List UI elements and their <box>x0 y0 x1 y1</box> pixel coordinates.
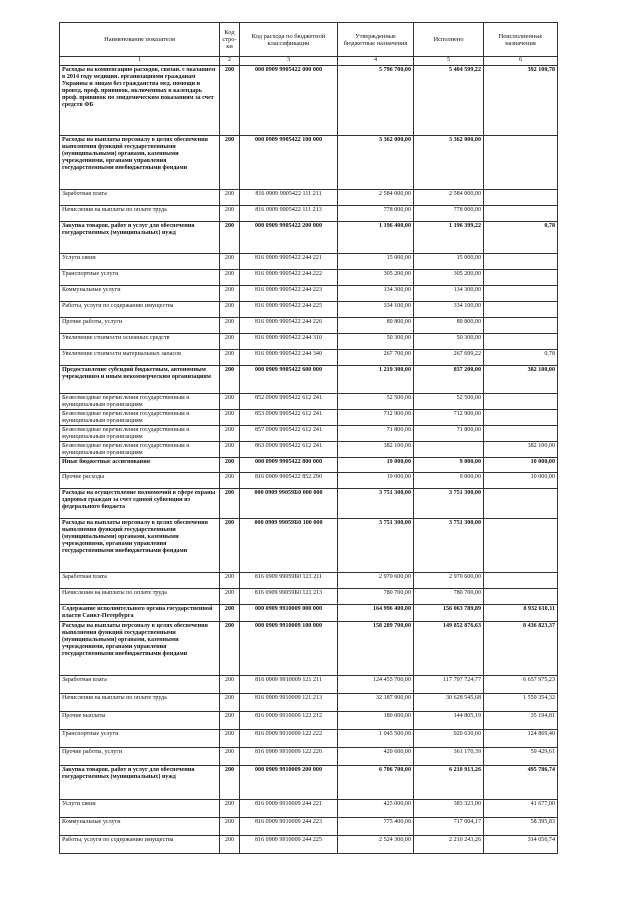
report-sheet <box>59 22 557 854</box>
row-approved-amount: 425 000,00 <box>338 800 414 818</box>
table-row <box>60 318 558 334</box>
row-executed-amount: 3 362 000,00 <box>414 136 484 190</box>
row-unexecuted-amount: 41 677,00 <box>484 800 558 818</box>
table-row <box>60 334 558 350</box>
row-name: Начисления на выплаты по оплате труда <box>60 694 220 712</box>
row-unexecuted-amount: 0,78 <box>484 222 558 254</box>
table-row <box>60 426 558 442</box>
row-approved-amount: 158 289 700,00 <box>338 622 414 676</box>
row-kbk-code: 816 0909 9905422 244 310 <box>240 334 338 350</box>
row-name: Закупка товаров, работ и услуг для обеспечения государственных (муниципальных) нужд <box>60 222 220 254</box>
row-executed-amount: 9 000,00 <box>414 473 484 489</box>
row-kbk-code: 816 0909 9905422 244 226 <box>240 318 338 334</box>
table-row <box>60 222 558 254</box>
row-approved-amount: 32 187 900,00 <box>338 694 414 712</box>
row-unexecuted-amount <box>484 136 558 190</box>
row-line-code: 200 <box>220 254 240 270</box>
row-unexecuted-amount: 59 429,61 <box>484 748 558 766</box>
row-line-code: 200 <box>220 318 240 334</box>
row-executed-amount: 305 200,00 <box>414 270 484 286</box>
row-approved-amount: 71 800,00 <box>338 426 414 442</box>
row-executed-amount: 2 584 000,00 <box>414 190 484 206</box>
header-line-code: Код стро-ки <box>220 23 240 57</box>
budget-execution-table <box>59 22 558 854</box>
table-row <box>60 190 558 206</box>
row-line-code: 200 <box>220 800 240 818</box>
row-line-code: 200 <box>220 694 240 712</box>
row-line-code: 200 <box>220 573 240 589</box>
row-line-code: 200 <box>220 622 240 676</box>
row-executed-amount: 50 300,00 <box>414 334 484 350</box>
row-executed-amount: 3 751 300,00 <box>414 489 484 519</box>
row-executed-amount: 15 000,00 <box>414 254 484 270</box>
row-executed-amount: 361 170,39 <box>414 748 484 766</box>
row-kbk-code: 000 0909 9905422 600 000 <box>240 366 338 394</box>
row-name: Прочие работы, услуги <box>60 318 220 334</box>
row-line-code: 200 <box>220 589 240 605</box>
table-row <box>60 818 558 836</box>
row-line-code: 200 <box>220 270 240 286</box>
row-unexecuted-amount <box>484 410 558 426</box>
row-executed-amount: 837 200,00 <box>414 366 484 394</box>
row-name: Коммунальные услуги <box>60 286 220 302</box>
row-kbk-code: 816 0909 9910009 122 222 <box>240 730 338 748</box>
table-row <box>60 573 558 589</box>
row-executed-amount: 71 800,00 <box>414 426 484 442</box>
row-approved-amount: 3 751 300,00 <box>338 489 414 519</box>
row-kbk-code: 816 0909 9910009 244 223 <box>240 818 338 836</box>
row-executed-amount: 89 800,00 <box>414 318 484 334</box>
row-executed-amount: 52 500,00 <box>414 394 484 410</box>
table-row <box>60 766 558 800</box>
row-approved-amount: 2 524 300,00 <box>338 836 414 854</box>
table-row <box>60 458 558 473</box>
row-name: Безвозмездные перечисления государственным и муниципальным организациям <box>60 442 220 458</box>
row-line-code: 200 <box>220 442 240 458</box>
row-name: Иные бюджетные ассигнования <box>60 458 220 473</box>
row-name: Заработная плата <box>60 573 220 589</box>
row-kbk-code: 816 0909 99059Б0 121 213 <box>240 589 338 605</box>
row-executed-amount: 2 210 243,26 <box>414 836 484 854</box>
header-unexecuted: Неисполненные назначения <box>484 23 558 57</box>
row-kbk-code: 816 0909 9905422 244 222 <box>240 270 338 286</box>
row-line-code: 200 <box>220 473 240 489</box>
row-line-code: 200 <box>220 489 240 519</box>
row-unexecuted-amount: 10 000,00 <box>484 458 558 473</box>
row-approved-amount: 15 000,00 <box>338 254 414 270</box>
row-kbk-code: 853 0909 9905422 612 241 <box>240 410 338 426</box>
row-name: Безвозмездные перечисления государственным и муниципальным организациям <box>60 410 220 426</box>
row-approved-amount: 334 100,00 <box>338 302 414 318</box>
row-unexecuted-amount: 314 056,74 <box>484 836 558 854</box>
row-line-code: 200 <box>220 334 240 350</box>
row-name: Расходы на выплаты персоналу в целях обеспечения выполнения функций государственными (муниципальными) органами, казенными учреждениями, органами управления государственными внебюджетными фондами <box>60 519 220 573</box>
row-kbk-code: 816 0909 9905422 244 223 <box>240 286 338 302</box>
row-kbk-code: 857 0909 9905422 612 241 <box>240 426 338 442</box>
row-line-code: 200 <box>220 712 240 730</box>
row-name: Работы, услуги по содержанию имущества <box>60 836 220 854</box>
row-name: Услуги связи <box>60 800 220 818</box>
row-executed-amount: 712 900,00 <box>414 410 484 426</box>
row-name: Безвозмездные перечисления государственным и муниципальным организациям <box>60 426 220 442</box>
row-line-code: 200 <box>220 302 240 318</box>
row-kbk-code: 816 0909 9905422 852 290 <box>240 473 338 489</box>
row-unexecuted-amount: 6 657 975,23 <box>484 676 558 694</box>
row-unexecuted-amount: 58 395,83 <box>484 818 558 836</box>
column-index: 1 <box>60 57 220 66</box>
row-unexecuted-amount <box>484 589 558 605</box>
row-kbk-code: 852 0909 9905422 612 241 <box>240 394 338 410</box>
row-executed-amount: 383 323,00 <box>414 800 484 818</box>
row-line-code: 200 <box>220 458 240 473</box>
row-name: Прочие расходы <box>60 473 220 489</box>
row-approved-amount: 19 000,00 <box>338 458 414 473</box>
row-name: Начисления на выплаты по оплате труда <box>60 589 220 605</box>
row-line-code: 200 <box>220 410 240 426</box>
row-kbk-code: 816 0909 9905422 244 221 <box>240 254 338 270</box>
row-unexecuted-amount: 392 100,78 <box>484 66 558 136</box>
row-approved-amount: 124 455 700,00 <box>338 676 414 694</box>
row-approved-amount: 778 000,00 <box>338 206 414 222</box>
row-kbk-code: 000 0909 99059Б0 100 000 <box>240 519 338 573</box>
header-name: Наименование показателя <box>60 23 220 57</box>
table-header <box>60 23 558 66</box>
row-unexecuted-amount: 495 786,74 <box>484 766 558 800</box>
header-kbk: Код расхода по бюджетной классификации <box>240 23 338 57</box>
row-unexecuted-amount <box>484 426 558 442</box>
row-unexecuted-amount <box>484 394 558 410</box>
row-executed-amount: 30 628 545,68 <box>414 694 484 712</box>
row-name: Транспортные услуги <box>60 270 220 286</box>
row-approved-amount: 267 700,00 <box>338 350 414 366</box>
column-index: 5 <box>414 57 484 66</box>
row-unexecuted-amount: 35 194,81 <box>484 712 558 730</box>
row-unexecuted-amount: 8 932 610,11 <box>484 605 558 622</box>
table-row <box>60 136 558 190</box>
row-unexecuted-amount <box>484 286 558 302</box>
row-approved-amount: 3 362 000,00 <box>338 136 414 190</box>
table-row <box>60 589 558 605</box>
table-row <box>60 350 558 366</box>
row-unexecuted-amount <box>484 206 558 222</box>
row-approved-amount: 89 800,00 <box>338 318 414 334</box>
row-kbk-code: 000 0909 9905422 100 000 <box>240 136 338 190</box>
row-unexecuted-amount <box>484 519 558 573</box>
row-executed-amount: 144 805,19 <box>414 712 484 730</box>
row-executed-amount: 780 700,00 <box>414 589 484 605</box>
row-approved-amount: 382 100,00 <box>338 442 414 458</box>
row-name: Расходы на выплаты персоналу в целях обеспечения выполнения функций государственными (муниципальными) органами, казенными учреждениями, органами управления государственными внебюджетными фондами <box>60 136 220 190</box>
row-kbk-code: 816 0909 9905422 111 211 <box>240 190 338 206</box>
row-line-code: 200 <box>220 136 240 190</box>
row-approved-amount: 180 000,00 <box>338 712 414 730</box>
table-row <box>60 836 558 854</box>
row-approved-amount: 780 700,00 <box>338 589 414 605</box>
row-kbk-code: 816 0909 9910009 122 212 <box>240 712 338 730</box>
row-unexecuted-amount: 124 869,40 <box>484 730 558 748</box>
row-line-code: 200 <box>220 190 240 206</box>
row-executed-amount: 149 852 876,63 <box>414 622 484 676</box>
row-executed-amount: 334 100,00 <box>414 302 484 318</box>
row-approved-amount: 420 600,00 <box>338 748 414 766</box>
row-line-code: 200 <box>220 286 240 302</box>
row-name: Увеличение стоимости материальных запасов <box>60 350 220 366</box>
row-approved-amount: 775 400,00 <box>338 818 414 836</box>
row-kbk-code: 816 0909 9905422 244 225 <box>240 302 338 318</box>
row-executed-amount: 5 404 599,22 <box>414 66 484 136</box>
header-approved: Утвержденные бюджетные назначения <box>338 23 414 57</box>
row-executed-amount: 717 004,17 <box>414 818 484 836</box>
table-row <box>60 489 558 519</box>
row-line-code: 200 <box>220 605 240 622</box>
row-unexecuted-amount: 8 436 823,37 <box>484 622 558 676</box>
row-approved-amount: 5 796 700,00 <box>338 66 414 136</box>
column-index: 6 <box>484 57 558 66</box>
row-executed-amount: 1 196 399,22 <box>414 222 484 254</box>
row-unexecuted-amount <box>484 254 558 270</box>
row-name: Расходы на выплаты персоналу в целях обеспечения выполнения функций государственными (муниципальными) органами, казенными учреждениями, органами управления государственными внебюджетными фондами <box>60 622 220 676</box>
row-approved-amount: 2 584 000,00 <box>338 190 414 206</box>
table-row <box>60 800 558 818</box>
row-name: Работы, услуги по содержанию имущества <box>60 302 220 318</box>
row-line-code: 200 <box>220 206 240 222</box>
row-kbk-code: 816 0909 9910009 121 211 <box>240 676 338 694</box>
row-name: Содержание исполнительного органа государственной власти Санкт-Петербурга <box>60 605 220 622</box>
row-line-code: 200 <box>220 676 240 694</box>
table-body <box>60 66 558 854</box>
row-name: Расходы на компенсацию расходов, связан. с оказанием в 2014 году медицин. организациями гражданам Украины и лицам без гражданства мед. помощи и провед. проф. прививок, включенных в календарь проф. прививок по эпидемическим показаниям за счет средств ФБ <box>60 66 220 136</box>
row-line-code: 200 <box>220 766 240 800</box>
row-line-code: 200 <box>220 66 240 136</box>
row-name: Транспортные услуги <box>60 730 220 748</box>
row-unexecuted-amount: 382 100,00 <box>484 442 558 458</box>
table-row <box>60 622 558 676</box>
row-line-code: 200 <box>220 748 240 766</box>
row-approved-amount: 712 900,00 <box>338 410 414 426</box>
row-kbk-code: 863 0909 9905422 612 241 <box>240 442 338 458</box>
row-kbk-code: 000 0909 9910009 000 000 <box>240 605 338 622</box>
row-executed-amount: 920 630,60 <box>414 730 484 748</box>
column-index: 3 <box>240 57 338 66</box>
table-row <box>60 302 558 318</box>
table-row <box>60 442 558 458</box>
table-row <box>60 66 558 136</box>
row-name: Услуги связи <box>60 254 220 270</box>
table-row <box>60 286 558 302</box>
column-index: 2 <box>220 57 240 66</box>
row-name: Предоставление субсидий бюджетным, автономным учреждениям и иным некоммерческим организациям <box>60 366 220 394</box>
table-row <box>60 605 558 622</box>
row-executed-amount: 2 970 600,00 <box>414 573 484 589</box>
row-executed-amount: 778 000,00 <box>414 206 484 222</box>
row-unexecuted-amount <box>484 270 558 286</box>
table-row <box>60 748 558 766</box>
row-name: Прочие выплаты <box>60 712 220 730</box>
row-executed-amount: 134 300,00 <box>414 286 484 302</box>
row-approved-amount: 50 300,00 <box>338 334 414 350</box>
row-unexecuted-amount: 382 100,00 <box>484 366 558 394</box>
row-unexecuted-amount <box>484 334 558 350</box>
column-index: 4 <box>338 57 414 66</box>
row-executed-amount: 9 000,00 <box>414 458 484 473</box>
row-executed-amount: 267 699,22 <box>414 350 484 366</box>
row-line-code: 200 <box>220 350 240 366</box>
row-kbk-code: 000 0909 9905422 800 000 <box>240 458 338 473</box>
header-executed: Исполнено <box>414 23 484 57</box>
row-kbk-code: 000 0909 9905422 000 000 <box>240 66 338 136</box>
row-line-code: 200 <box>220 730 240 748</box>
row-unexecuted-amount <box>484 318 558 334</box>
row-line-code: 200 <box>220 818 240 836</box>
row-name: Расходы на осуществление полномочий в сфере охраны здоровья граждан за счет единой субвенции из федерального бюджета <box>60 489 220 519</box>
row-line-code: 200 <box>220 836 240 854</box>
row-kbk-code: 816 0909 9905422 111 213 <box>240 206 338 222</box>
row-line-code: 200 <box>220 519 240 573</box>
row-unexecuted-amount <box>484 489 558 519</box>
row-unexecuted-amount: 1 559 354,32 <box>484 694 558 712</box>
row-name: Начисления на выплаты по оплате труда <box>60 206 220 222</box>
table-row <box>60 694 558 712</box>
row-line-code: 200 <box>220 222 240 254</box>
row-unexecuted-amount <box>484 302 558 318</box>
row-unexecuted-amount: 0,78 <box>484 350 558 366</box>
row-name: Коммунальные услуги <box>60 818 220 836</box>
row-approved-amount: 1 196 400,00 <box>338 222 414 254</box>
row-name: Закупка товаров, работ и услуг для обеспечения государственных (муниципальных) нужд <box>60 766 220 800</box>
row-approved-amount: 134 300,00 <box>338 286 414 302</box>
row-approved-amount: 19 000,00 <box>338 473 414 489</box>
row-name: Заработная плата <box>60 676 220 694</box>
row-executed-amount: 3 751 300,00 <box>414 519 484 573</box>
row-unexecuted-amount: 10 000,00 <box>484 473 558 489</box>
table-row <box>60 730 558 748</box>
table-row <box>60 270 558 286</box>
row-approved-amount: 1 045 500,00 <box>338 730 414 748</box>
row-executed-amount <box>414 442 484 458</box>
row-executed-amount: 156 063 789,89 <box>414 605 484 622</box>
row-unexecuted-amount <box>484 190 558 206</box>
row-kbk-code: 000 0909 9910009 100 000 <box>240 622 338 676</box>
row-name: Безвозмездные перечисления государственным и муниципальным организациям <box>60 394 220 410</box>
row-unexecuted-amount <box>484 573 558 589</box>
row-approved-amount: 1 219 300,00 <box>338 366 414 394</box>
row-line-code: 200 <box>220 394 240 410</box>
row-executed-amount: 117 797 724,77 <box>414 676 484 694</box>
table-row <box>60 410 558 426</box>
row-kbk-code: 000 0909 9910009 200 000 <box>240 766 338 800</box>
table-row <box>60 519 558 573</box>
row-line-code: 200 <box>220 426 240 442</box>
row-approved-amount: 3 751 300,00 <box>338 519 414 573</box>
row-kbk-code: 816 0909 9910009 121 213 <box>240 694 338 712</box>
row-name: Увеличение стоимости основных средств <box>60 334 220 350</box>
row-kbk-code: 000 0909 9905422 200 000 <box>240 222 338 254</box>
row-kbk-code: 816 0909 9905422 244 340 <box>240 350 338 366</box>
row-line-code: 200 <box>220 366 240 394</box>
row-executed-amount: 6 210 913,26 <box>414 766 484 800</box>
row-name: Заработная плата <box>60 190 220 206</box>
row-approved-amount: 164 996 400,00 <box>338 605 414 622</box>
table-row <box>60 206 558 222</box>
table-row <box>60 254 558 270</box>
column-index-row <box>60 57 558 66</box>
row-kbk-code: 816 0909 9910009 244 221 <box>240 800 338 818</box>
row-approved-amount: 305 200,00 <box>338 270 414 286</box>
table-row <box>60 676 558 694</box>
row-approved-amount: 6 706 700,00 <box>338 766 414 800</box>
table-row <box>60 473 558 489</box>
row-name: Прочие работы, услуги <box>60 748 220 766</box>
table-row <box>60 712 558 730</box>
row-kbk-code: 816 0909 9910009 244 225 <box>240 836 338 854</box>
row-kbk-code: 816 0909 99059Б0 121 211 <box>240 573 338 589</box>
row-kbk-code: 000 0909 99059Б0 000 000 <box>240 489 338 519</box>
table-row <box>60 366 558 394</box>
row-kbk-code: 816 0909 9910009 122 226 <box>240 748 338 766</box>
table-row <box>60 394 558 410</box>
row-approved-amount: 2 970 600,00 <box>338 573 414 589</box>
row-approved-amount: 52 500,00 <box>338 394 414 410</box>
